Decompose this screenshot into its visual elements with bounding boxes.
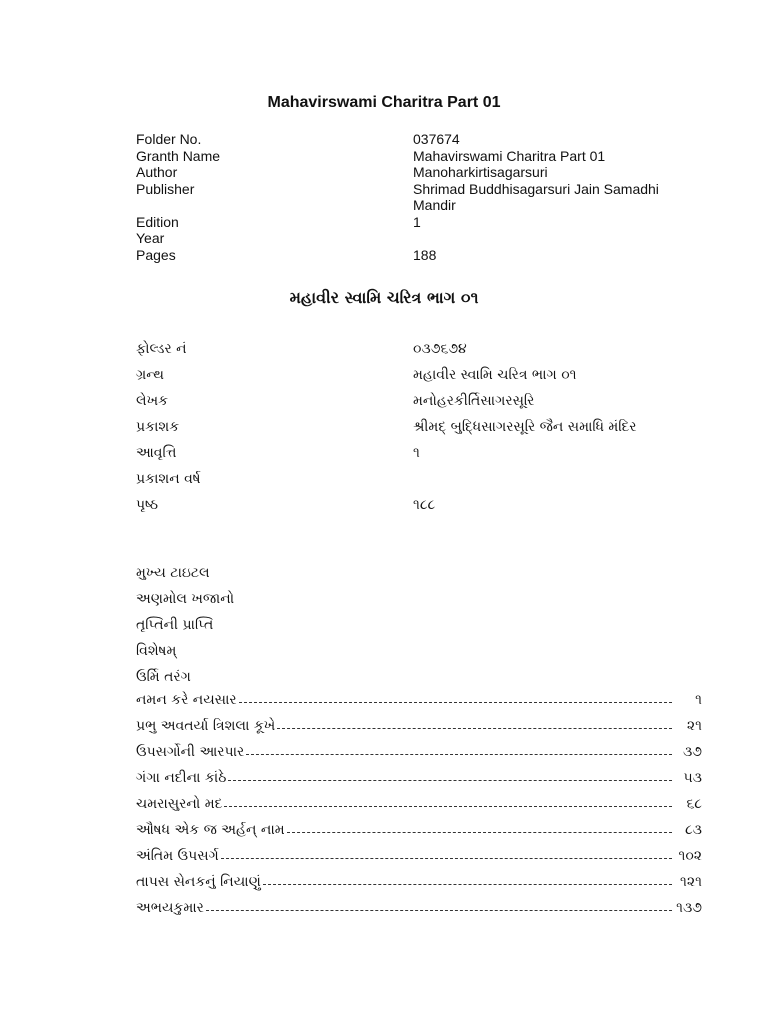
- metadata-label: Granth Name: [136, 147, 221, 164]
- toc-leader: [239, 701, 672, 703]
- toc-entry: [136, 765, 702, 791]
- gujarati-title: મહાવીર સ્વામિ ચરિત્ર ભાગ ૦૧: [289, 288, 479, 307]
- metadata-value: Manoharkirtisagarsuri: [413, 164, 548, 180]
- metadata-label: Author: [136, 164, 178, 180]
- toc-entry-page: ૧૨૧: [680, 874, 702, 890]
- metadata-value: ૧: [413, 445, 420, 461]
- metadata-label: લેખક: [136, 393, 168, 409]
- metadata-label: Publisher: [136, 180, 195, 197]
- metadata-label: Edition: [136, 213, 179, 230]
- metadata-value: [413, 230, 673, 247]
- metadata-row-folder: [136, 336, 673, 362]
- toc-entry-page: ૧૦૨: [678, 848, 702, 864]
- section-item: વિશેષમ્: [136, 643, 177, 659]
- metadata-value: 1: [413, 213, 421, 230]
- metadata-value: શ્રીમદ્ બુદ્ધિસાગરસૂરિ જૈન સમાધિ મંદિર: [413, 419, 637, 435]
- toc-leader: [206, 909, 672, 911]
- toc-entry-title: ગંગા નદીના કાંઠે: [136, 770, 227, 786]
- metadata-row-publisher: [136, 414, 673, 440]
- toc-entry-page: ૬૮: [686, 796, 702, 812]
- toc-entry-title: ચમરાસુરનો મદ: [136, 796, 223, 812]
- toc-entry: [136, 869, 702, 895]
- toc-leader: [221, 857, 672, 859]
- english-title: Mahavirswami Charitra Part 01: [267, 94, 501, 111]
- metadata-row-author: [136, 164, 673, 181]
- metadata-row-pages: [136, 492, 673, 518]
- metadata-label: પ્રકાશક: [136, 419, 180, 435]
- metadata-value: ૦૩૭૬૭૪: [413, 341, 467, 357]
- metadata-label: ફોલ્ડર નં: [136, 341, 187, 357]
- toc-entry-title: ઉપસર્ગોની આરપાર: [136, 744, 245, 760]
- toc-leader: [277, 727, 672, 729]
- toc-entry-title: ઔષધ એક જ અર્હન્ નામ: [136, 822, 285, 838]
- toc-entry-page: ૧: [695, 692, 702, 708]
- toc-entry-page: ૩૭: [682, 744, 702, 760]
- toc-entry-title: તાપસ સેનકનું નિયાણું: [136, 874, 261, 890]
- metadata-row-author: [136, 388, 673, 414]
- metadata-row-folder: [136, 131, 673, 148]
- toc-entry: [136, 687, 702, 713]
- section-item: મુખ્ય ટાઇટલ: [136, 565, 210, 581]
- metadata-label: Year: [136, 230, 165, 246]
- metadata-row-publisher: [136, 181, 673, 214]
- section-item: અણમોલ ખજાનો: [136, 591, 235, 607]
- metadata-value: મનોહરકીર્તિસાગરસૂરિ: [413, 393, 535, 409]
- toc-entry-title: પ્રભુ અવતર્યા ત્રિશલા કૂખે: [136, 718, 276, 734]
- english-metadata: [136, 131, 673, 263]
- toc-entry-page: ૧૩૭: [676, 900, 702, 916]
- toc-entry: [136, 713, 702, 739]
- section-list: [136, 560, 234, 690]
- metadata-label: પ્રકાશન વર્ષ: [136, 471, 201, 487]
- metadata-label: પૃષ્ઠ: [136, 497, 158, 513]
- section-item: ઉર્મિ તરંગ: [136, 669, 191, 685]
- toc-entry-page: ૫૩: [683, 770, 702, 786]
- metadata-value: Mahavirswami Charitra Part 01: [413, 147, 606, 164]
- metadata-label: ગ્રન્થ: [136, 367, 164, 383]
- toc-leader: [228, 779, 672, 781]
- toc-entry: [136, 739, 702, 765]
- section-item: તૃપ્તિની પ્રાપ્તિ: [136, 617, 214, 633]
- toc-leader: [287, 831, 672, 833]
- metadata-value: 188: [413, 246, 437, 263]
- metadata-row-edition: [136, 214, 673, 231]
- metadata-row-edition: [136, 440, 673, 466]
- toc-entry: [136, 843, 702, 869]
- table-of-contents: [136, 687, 702, 921]
- toc-entry-title: અભયકુમાર: [136, 900, 204, 916]
- toc-entry: [136, 817, 702, 843]
- metadata-row-granth: [136, 362, 673, 388]
- metadata-row-granth: [136, 148, 673, 165]
- metadata-label: Folder No.: [136, 131, 202, 147]
- toc-entry-page: ૨૧: [686, 718, 702, 734]
- toc-entry: [136, 791, 702, 817]
- toc-entry-page: ૮૩: [684, 822, 702, 838]
- metadata-value: મહાવીર સ્વામિ ચરિત્ર ભાગ ૦૧: [413, 367, 577, 383]
- toc-entry-title: અંતિમ ઉપસર્ગ: [136, 848, 219, 864]
- metadata-row-year: [136, 466, 673, 492]
- metadata-value: Shrimad Buddhisagarsuri Jain Samadhi Mandir: [413, 180, 659, 213]
- toc-entry: [136, 895, 702, 921]
- metadata-row-pages: [136, 247, 673, 264]
- metadata-label: આવૃત્તિ: [136, 445, 177, 461]
- toc-leader: [246, 753, 672, 755]
- metadata-value: 037674: [413, 131, 460, 147]
- toc-leader: [263, 883, 672, 885]
- metadata-value: ૧૮૮: [413, 497, 436, 513]
- toc-entry-title: નમન કરે નયસાર: [136, 692, 237, 708]
- metadata-label: Pages: [136, 246, 176, 263]
- toc-leader: [224, 805, 672, 807]
- gujarati-metadata: [136, 336, 673, 518]
- metadata-row-year: [136, 230, 673, 247]
